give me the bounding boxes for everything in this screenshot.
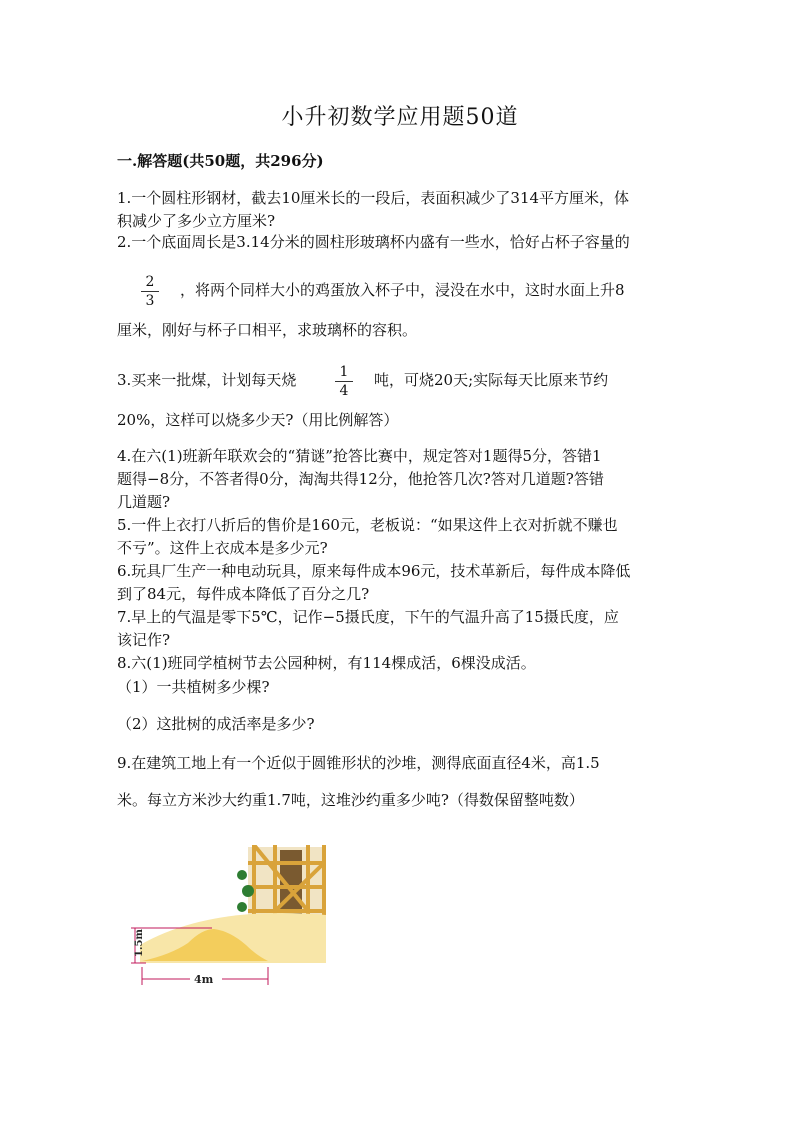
question-3-line-1a: 3.买来一批煤，计划每天烧 [117, 371, 297, 389]
fraction-denominator: 3 [145, 293, 155, 309]
question-4-line-3: 几道题? [117, 493, 171, 511]
question-3-line-1b: 吨，可烧20天;实际每天比原来节约 [374, 371, 609, 389]
page-title: 小升初数学应用题50道 [281, 105, 519, 130]
fraction-denominator: 4 [339, 383, 349, 399]
question-8-line-1: 8.六(1)班同学植树节去公园种树，有114棵成活，6棵没成活。 [117, 654, 536, 672]
question-5-line-2: 不亏”。这件上衣成本是多少元? [117, 539, 328, 557]
section-heading: 一.解答题(共50题，共296分) [117, 152, 324, 170]
question-7-line-1: 7.早上的气温是零下5℃，记作−5摄氏度，下午的气温升高了15摄氏度，应 [117, 608, 619, 626]
question-1-line-2: 积减少了多少立方厘米? [117, 212, 276, 230]
question-3-fraction [335, 365, 353, 398]
question-2-line-1: 2.一个底面周长是3.14分米的圆柱形玻璃杯内盛有一些水，恰好占杯子容量的 [117, 233, 630, 251]
question-8-sub-1: （1）一共植树多少棵? [117, 678, 270, 696]
question-2-line-3: 厘米，刚好与杯子口相平，求玻璃杯的容积。 [117, 321, 418, 339]
question-4-line-2: 题得−8分，不答者得0分，淘淘共得12分，他抢答几次?答对几道题?答错 [117, 470, 604, 488]
height-label: 1.5m [134, 929, 145, 957]
question-8-sub-2: （2）这批树的成活率是多少? [117, 715, 315, 733]
question-9-line-1: 9.在建筑工地上有一个近似于圆锥形状的沙堆，测得底面直径4米，高1.5 [117, 754, 600, 772]
question-3-line-2: 20%，这样可以烧多少天?（用比例解答） [117, 411, 399, 429]
question-7-line-2: 该记作? [117, 631, 171, 649]
question-5-line-1: 5.一件上衣打八折后的售价是160元，老板说：“如果这件上衣对折就不赚也 [117, 516, 618, 534]
question-4-line-1: 4.在六(1)班新年联欢会的“猜谜”抢答比赛中，规定答对1题得5分，答错1 [117, 447, 602, 465]
question-6-line-1: 6.玩具厂生产一种电动玩具，原来每件成本96元，技术革新后，每件成本降低 [117, 562, 631, 580]
question-9-line-2: 米。每立方米沙大约重1.7吨，这堆沙约重多少吨?（得数保留整吨数） [117, 791, 584, 809]
question-1-line-1: 1.一个圆柱形钢材，截去10厘米长的一段后，表面积减少了314平方厘米，体 [117, 189, 630, 207]
question-6-line-2: 到了84元，每件成本降低了百分之几? [117, 585, 370, 603]
fraction-numerator: 2 [145, 274, 155, 290]
question-2-line-2: ，将两个同样大小的鸡蛋放入杯子中，浸没在水中，这时水面上升8 [180, 281, 625, 299]
width-label: 4m [194, 973, 214, 986]
sand-pile-figure [130, 845, 340, 990]
question-2-fraction [141, 275, 159, 308]
fraction-numerator: 1 [339, 364, 349, 380]
